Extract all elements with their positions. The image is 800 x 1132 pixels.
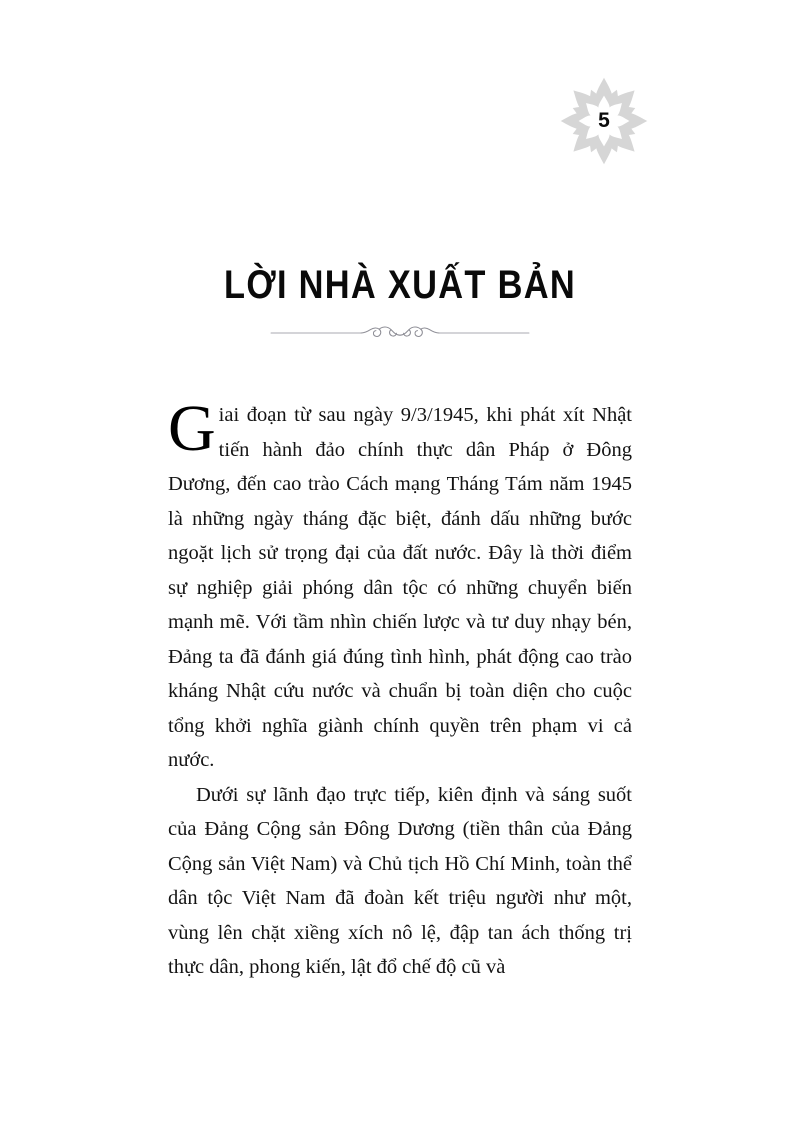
paragraph-1 [168,392,632,778]
paragraph-1-text: iai đoạn từ sau ngày 9/3/1945, khi phát xít Nhật tiến hành đảo chính thực dân Pháp ở Đông Dương, đến cao trào Cách mạng Tháng Tám năm 1945 là những ngày tháng đặc biệt, đánh dấu những bước ngoặt lịch sử trọng đại của đất nước. Đây là thời điểm sự nghiệp giải phóng dân tộc có những chuyển biến mạnh mẽ. Với tầm nhìn chiến lược và tư duy nhạy bén, Đảng ta đã đánh giá đúng tình hình, phát động cao trào kháng Nhật cứu nước và chuẩn bị toàn diện cho cuộc tổng khởi nghĩa giành chính quyền trên phạm vi cả nước. [168,404,632,771]
title-block [100,262,700,344]
paragraph-2: Dưới sự lãnh đạo trực tiếp, kiên định và sáng suốt của Đảng Cộng sản Đông Dương (tiền thân của Đảng Cộng sản Việt Nam) và Chủ tịch Hồ Chí Minh, toàn thể dân tộc Việt Nam đã đoàn kết triệu người như một, vùng lên chặt xiềng xích nô lệ, đập tan ách thống trị thực dân, phong kiến, lật đổ chế độ cũ và [168,783,632,978]
scroll-flourish-divider-icon [269,322,531,344]
body-text [168,392,632,985]
page-title: LỜI NHÀ XUẤT BẢN [224,263,576,307]
page-number-ornament [557,74,651,168]
drop-cap: G [168,392,216,465]
page-number: 5 [598,109,610,132]
